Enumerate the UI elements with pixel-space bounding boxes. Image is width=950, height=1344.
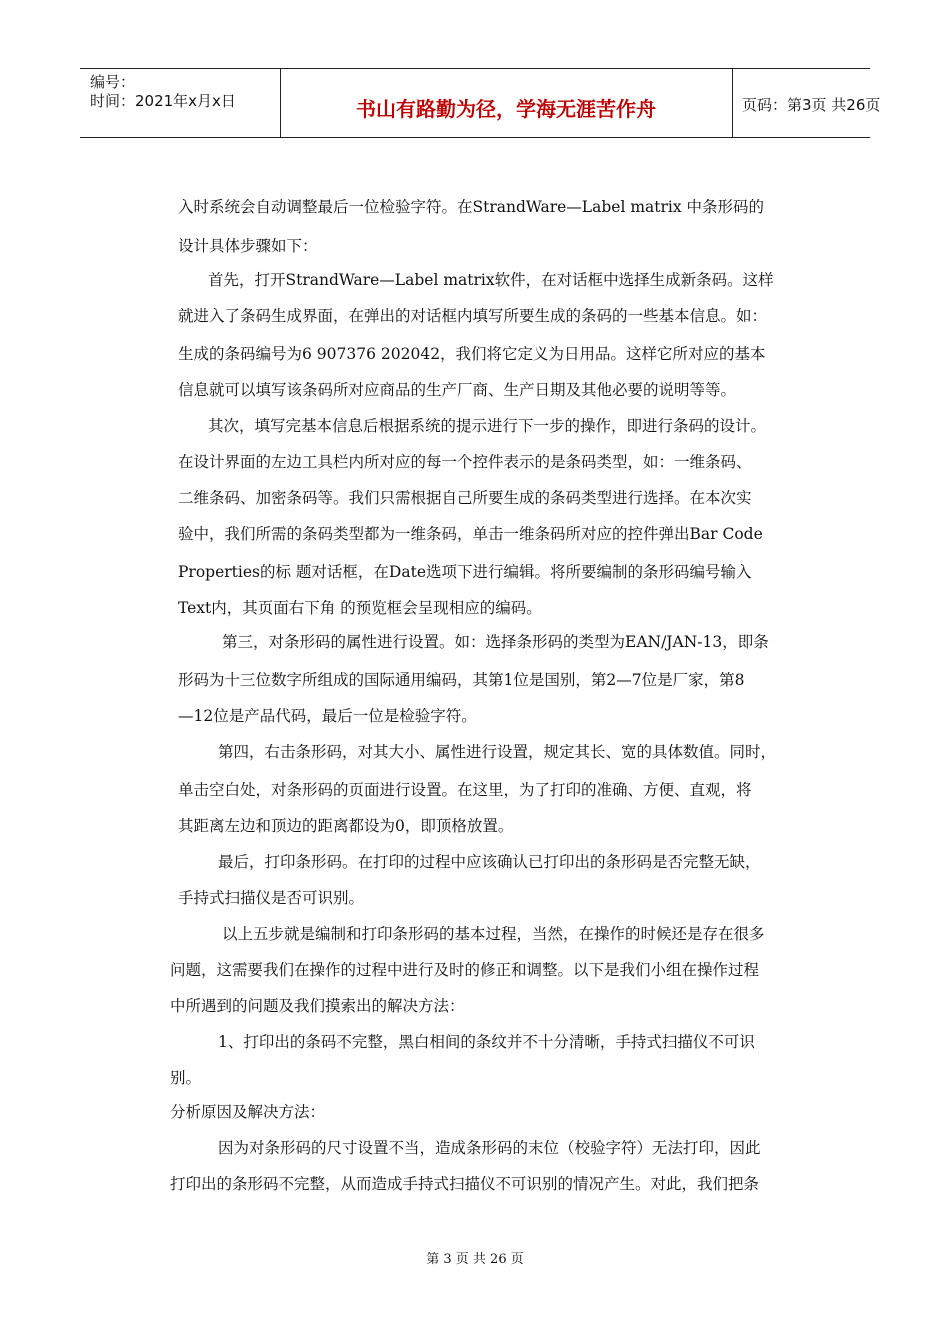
header-motto-cell — [280, 69, 733, 137]
body-line: 设计具体步骤如下： — [178, 237, 318, 255]
body-line: 打印出的条形码不完整，从而造成手持式扫描仪不可识别的情况产生。对此，我们把条 — [170, 1175, 760, 1193]
body-line: 分析原因及解决方法： — [170, 1103, 326, 1121]
body-line: 手持式扫描仪是否可识别。 — [178, 889, 365, 907]
body-line: 单击空白处，对条形码的页面进行设置。在这里，为了打印的准确、方便、直观，将 — [178, 781, 752, 799]
body-line: Properties的标 题对话框，在Date选项下进行编辑。将所要编制的条形码编号输入 — [178, 563, 752, 581]
header-time-label: 时间：2021年x月x日 — [90, 92, 236, 110]
body-line: 因为对条形码的尺寸设置不当，造成条形码的末位（校验字符）无法打印，因此 — [218, 1139, 761, 1157]
header-meta — [80, 69, 281, 137]
body-line: 中所遇到的问题及我们摸索出的解决方法： — [170, 997, 465, 1015]
body-line: 问题，这需要我们在操作的过程中进行及时的修正和调整。以下是我们小组在操作过程 — [170, 961, 760, 979]
body-line: 第四，右击条形码，对其大小、属性进行设置，规定其长、宽的具体数值。同时， — [218, 743, 777, 761]
page-header — [80, 68, 881, 138]
page-footer: 第 3 页 共 26 页 — [426, 1252, 524, 1267]
body-line: 信息就可以填写该条码所对应商品的生产厂商、生产日期及其他必要的说明等等。 — [178, 381, 737, 399]
body-line: 以上五步就是编制和打印条形码的基本过程，当然，在操作的时候还是存在很多 — [222, 925, 765, 943]
body-line: 生成的条码编号为6 907376 202042，我们将它定义为日用品。这样它所对应的基本 — [178, 345, 766, 363]
header-page-cell — [732, 69, 881, 137]
body-line: 其距离左边和顶边的距离都设为0，即顶格放置。 — [178, 817, 514, 835]
body-line: 就进入了条码生成界面，在弹出的对话框内填写所要生成的条码的一些基本信息。如： — [178, 307, 768, 325]
body-line: —12位是产品代码，最后一位是检验字符。 — [178, 707, 477, 725]
body-line: Text内，其页面右下角 的预览框会呈现相应的编码。 — [178, 599, 542, 617]
header-page-info: 页码：第3页 共26页 — [742, 96, 881, 114]
body-line: 第三，对条形码的属性进行设置。如：选择条形码的类型为EAN/JAN-13，即条 — [222, 633, 769, 651]
body-line: 其次，填写完基本信息后根据系统的提示进行下一步的操作，即进行条码的设计。 — [208, 417, 767, 435]
body-line: 验中，我们所需的条码类型都为一维条码，单击一维条码所对应的控件弹出Bar Code — [178, 525, 763, 543]
header-number-label: 编号： — [90, 73, 136, 91]
header-motto: 书山有路勤为径，学海无涯苦作舟 — [356, 97, 656, 121]
body-line: 二维条码、加密条码等。我们只需根据自己所要生成的条码类型进行选择。在本次实 — [178, 489, 752, 507]
body-line: 在设计界面的左边工具栏内所对应的每一个控件表示的是条码类型，如：一维条码、 — [178, 453, 752, 471]
body-line: 1、打印出的条码不完整，黑白相间的条纹并不十分清晰，手持式扫描仪不可识 — [218, 1033, 755, 1051]
body-line: 入时系统会自动调整最后一位检验字符。在StrandWare—Label matrix 中条形码的 — [178, 198, 765, 216]
body-line: 形码为十三位数字所组成的国际通用编码，其第1位是国别，第2—7位是厂家，第8 — [178, 671, 745, 689]
body-line: 最后，打印条形码。在打印的过程中应该确认已打印出的条形码是否完整无缺， — [218, 853, 761, 871]
body-line: 首先，打开StrandWare—Label matrix软件，在对话框中选择生成新条码。这样 — [208, 271, 774, 289]
body-line: 别。 — [170, 1069, 202, 1087]
